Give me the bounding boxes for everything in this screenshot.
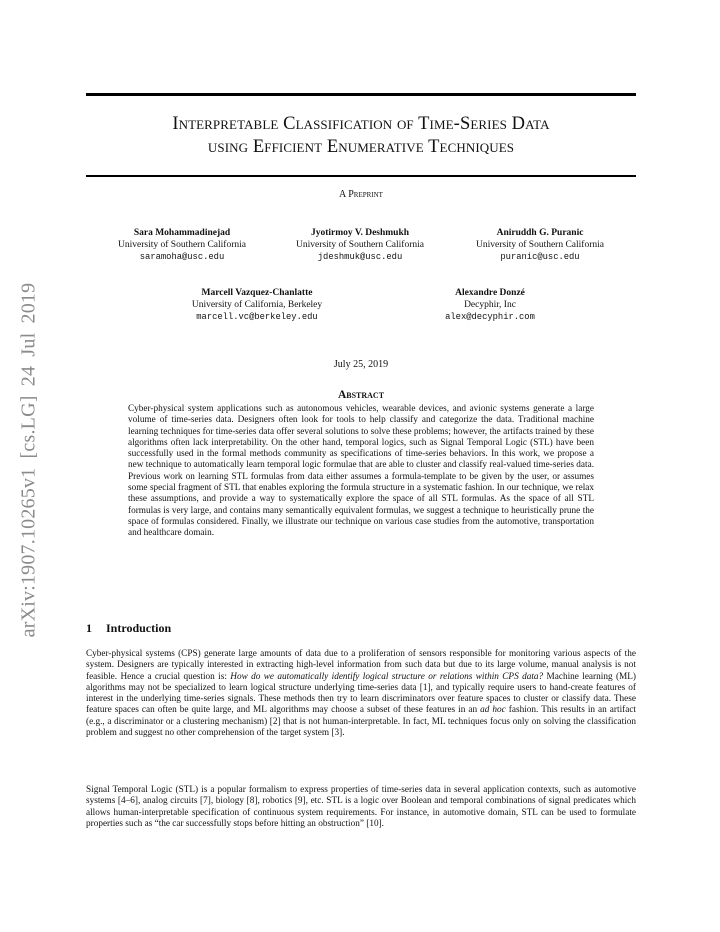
- author-email: puranic@usc.edu: [500, 252, 580, 262]
- title-top-rule: [86, 93, 636, 96]
- author-name: Sara Mohammadinejad: [133, 228, 231, 238]
- author-block-5: [390, 287, 590, 323]
- author-email: jdeshmuk@usc.edu: [317, 252, 403, 262]
- section-heading-introduction: [86, 621, 171, 636]
- arxiv-side-stamp: arXiv:1907.10265v1 [cs.LG] 24 Jul 2019: [17, 282, 40, 638]
- author-block-1: [82, 227, 282, 263]
- author-block-2: [260, 227, 460, 263]
- paper-title: [86, 113, 636, 159]
- author-affiliation: University of Southern California: [118, 240, 246, 250]
- author-email: saramoha@usc.edu: [139, 252, 225, 262]
- section-title: Introduction: [106, 621, 172, 635]
- abstract-body: Cyber-physical system applications such as autonomous vehicles, wearable devices, and avionic systems generate a large volume of time-series data. Designers often look for tools to help classify and categorize the data. Traditional machine learning techniques for time-series data offer several solutions to solve these problems; however, the artifacts trained by these algorithms often lack interpretability. On the other hand, temporal logics, such as Signal Temporal Logic (STL) have been successfully used in the formal methods community as specifications of time-series behaviors. In this work, we propose a new technique to automatically learn temporal logic formulae that are able to cluster and classify real-valued time-series data. Previous work on learning STL formulas from data either assumes a formula-template to be given by the user, or assumes some special fragment of STL that enables exploring the formula structure in a systematic fashion. In our technique, we relax these assumptions, and provide a way to systematically explore the space of all STL formulas. As the space of all STL formulas is very large, and contains many semantically equivalent formulas, we suggest a technique to heuristically prune the space of formulas considered. Finally, we illustrate our technique on various case studies from the automotive, transportation and healthcare domain.: [128, 404, 594, 539]
- author-email: marcell.vc@berkeley.edu: [196, 312, 318, 322]
- author-affiliation: University of Southern California: [476, 240, 604, 250]
- intro-p1-text-b: Machine learning (ML) algorithms may not be specialized to learn logical structure underlying time-series data [1], and typically require users to hand-create features of interest in the underlying time-series signals. These methods then try to learn discriminators over feature spaces to cluster or classify data. These feature spaces can often be quite large, and ML algorithms may choose a subset of these features in an: [86, 671, 636, 716]
- author-name: Jyotirmoy V. Deshmukh: [310, 228, 410, 238]
- author-name: Aniruddh G. Puranic: [496, 228, 584, 238]
- author-affiliation: University of California, Berkeley: [191, 300, 323, 310]
- author-block-4: [157, 287, 357, 323]
- publication-date: July 25, 2019: [333, 359, 389, 370]
- title-bottom-rule: [86, 175, 636, 177]
- intro-p1-question: How do we automatically identify logical structure or relations within CPS data?: [230, 671, 544, 682]
- author-name: Marcell Vazquez-Chanlatte: [201, 288, 313, 298]
- author-name: Alexandre Donzé: [455, 288, 525, 298]
- preprint-label: A Preprint: [339, 189, 383, 200]
- intro-paragraph-1: [86, 649, 636, 739]
- author-block-3: [440, 227, 640, 263]
- title-line-2: using Efficient Enumerative Techniques: [207, 137, 515, 157]
- intro-paragraph-2: Signal Temporal Logic (STL) is a popular formalism to express properties of time-series data in several application contexts, such as automotive systems [4–6], analog circuits [7], biology [8], robotics [9], etc. STL is a logic over Boolean and temporal combinations of signal predicates which allows human-interpretable specification of continuous system requirements. For instance, in automotive domain, STL can be used to formulate properties such as “the car successfully stops before hitting an obstruction” [10].: [86, 785, 636, 829]
- section-number: 1: [86, 621, 92, 635]
- intro-p1-text-c: fashion. This results in an artifact (e.g., a discriminator or a clustering mechanism) [2] that is not human-interpretable. In fact, ML techniques focus only on solving the classification problem and suggest no other comprehension of the target system [3].: [86, 705, 636, 739]
- abstract-heading: Abstract: [337, 389, 385, 401]
- intro-p1-text-a: Cyber-physical systems (CPS) generate large amounts of data due to a proliferation of sensors responsible for monitoring various aspects of the system. Designers are typically interested in extracting high-level information from such data but due to its large volume, manual analysis is not feasible. Hence a crucial question is:: [86, 649, 636, 682]
- intro-p1-ad-hoc: ad hoc: [480, 705, 506, 716]
- author-email: alex@decyphir.com: [445, 312, 535, 322]
- title-line-1: Interpretable Classification of Time-Series Data: [172, 114, 550, 134]
- author-affiliation: University of Southern California: [296, 240, 424, 250]
- author-affiliation: Decyphir, Inc: [464, 300, 516, 310]
